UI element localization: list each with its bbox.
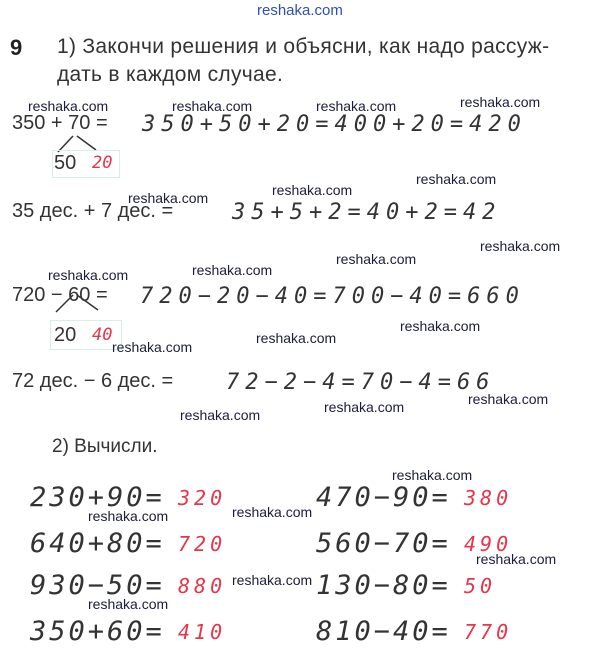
watermark: reshaka.com	[48, 267, 129, 283]
watermark: reshaka.com	[392, 467, 473, 483]
task-number: 9	[10, 35, 23, 60]
computation-8-answer: 770	[464, 620, 513, 644]
task-part1-line1: 1) Закончи решения и объясни, как надо рассуж-	[57, 35, 550, 58]
watermark: reshaka.com	[180, 407, 261, 423]
example-2-solution: 35+5+2=40+2=42	[232, 200, 502, 225]
computation-7-expr: 350+60=	[30, 616, 165, 647]
computation-2-answer: 380	[464, 486, 513, 510]
watermark: reshaka.com	[416, 171, 497, 187]
computation-4-answer: 490	[464, 532, 513, 556]
computation-2-expr: 470−90=	[316, 482, 451, 513]
computation-6-expr: 130−80=	[316, 570, 451, 601]
watermark: reshaka.com	[468, 391, 549, 407]
example-3-expression: 720 − 60 =	[12, 284, 108, 306]
watermark: reshaka.com	[232, 504, 313, 520]
example-1-split-left: 50	[54, 152, 77, 174]
watermark: reshaka.com	[256, 330, 337, 346]
watermark-top: reshaka.com	[257, 2, 343, 19]
example-4-expression: 72 дес. − 6 дес. =	[12, 370, 174, 392]
computation-1-answer: 320	[178, 486, 227, 510]
watermark: reshaka.com	[476, 551, 557, 567]
watermark: reshaka.com	[272, 182, 353, 198]
watermark: reshaka.com	[460, 94, 541, 110]
computation-7-answer: 410	[178, 620, 227, 644]
computation-3-expr: 640+80=	[30, 528, 165, 559]
example-2-expression: 35 дес. + 7 дес. =	[12, 200, 174, 222]
watermark: reshaka.com	[232, 572, 313, 588]
example-3-split-right: 40	[92, 325, 113, 345]
task-part1-line2: дать в каждом случае.	[57, 63, 284, 86]
watermark: reshaka.com	[336, 251, 417, 267]
watermark: reshaka.com	[128, 190, 209, 206]
watermark: reshaka.com	[324, 399, 405, 415]
watermark: reshaka.com	[88, 508, 169, 524]
watermark: reshaka.com	[400, 318, 481, 334]
computation-5-answer: 880	[178, 574, 227, 598]
watermark: reshaka.com	[112, 339, 193, 355]
watermark: reshaka.com	[88, 596, 169, 612]
computation-6-answer: 50	[464, 574, 497, 598]
example-1-split-right: 20	[92, 153, 113, 173]
watermark: reshaka.com	[172, 98, 253, 114]
example-1-expression: 350 + 70 =	[12, 112, 108, 134]
example-3-solution: 720−20−40=700−40=660	[140, 284, 525, 309]
watermark: reshaka.com	[480, 238, 561, 254]
computation-8-expr: 810−40=	[316, 616, 451, 647]
computation-5-expr: 930−50=	[30, 570, 165, 601]
example-4-solution: 72−2−4=70−4=66	[226, 370, 496, 395]
computation-4-expr: 560−70=	[316, 528, 451, 559]
watermark: reshaka.com	[192, 262, 273, 278]
example-3-split-left: 20	[54, 324, 77, 346]
computation-1-expr: 230+90=	[30, 482, 165, 513]
watermark: reshaka.com	[316, 98, 397, 114]
example-1-solution: 350+50+20=400+20=420	[142, 112, 527, 137]
computation-3-answer: 720	[178, 532, 227, 556]
task-part2: 2) Вычисли.	[52, 436, 158, 457]
watermark: reshaka.com	[28, 98, 109, 114]
